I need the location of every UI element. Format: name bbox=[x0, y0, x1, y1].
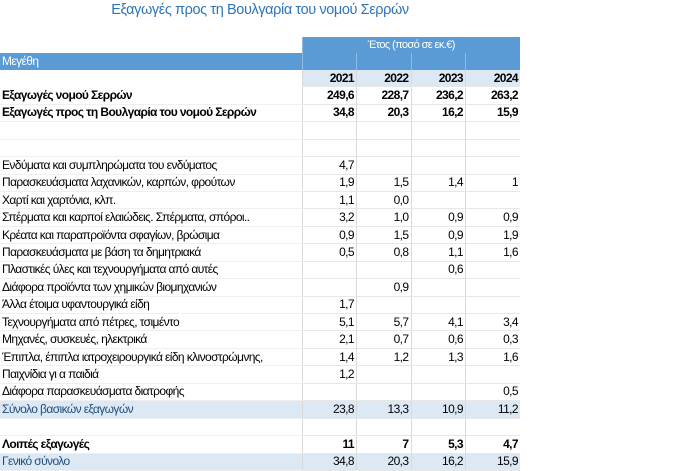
value-cell: 0,0 bbox=[357, 191, 412, 208]
value-cell bbox=[357, 261, 412, 278]
value-cell: 3,2 bbox=[302, 209, 357, 226]
value-cell: 0,9 bbox=[411, 226, 466, 243]
value-cell: 0,9 bbox=[466, 209, 521, 226]
value-cell: 1,2 bbox=[357, 348, 412, 365]
value-cell: 1,3 bbox=[411, 348, 466, 365]
value-cell: 1,6 bbox=[466, 244, 521, 261]
table-row bbox=[0, 314, 520, 331]
value-cell: 4,1 bbox=[411, 314, 466, 331]
years-label-blank bbox=[0, 70, 302, 87]
value-cell bbox=[411, 122, 466, 139]
row-label: Έπιπλα, έπιπλα ιατροχειρουργικά είδη κλινοστρώμνης, bbox=[0, 348, 302, 365]
row-label: Διάφορα παρασκευάσματα διατροφής bbox=[0, 383, 302, 400]
spreadsheet bbox=[0, 37, 520, 471]
value-cell: 13,3 bbox=[357, 401, 412, 418]
value-cell bbox=[466, 366, 521, 383]
table-row bbox=[0, 261, 520, 278]
value-cell: 0,9 bbox=[357, 279, 412, 296]
value-cell: 1,1 bbox=[302, 191, 357, 208]
value-cell bbox=[466, 296, 521, 313]
value-cell: 10,9 bbox=[411, 401, 466, 418]
exports-table bbox=[0, 37, 520, 471]
header-cell bbox=[302, 53, 357, 69]
table-row bbox=[0, 104, 520, 121]
table-row bbox=[0, 453, 520, 470]
value-cell bbox=[466, 139, 521, 156]
value-cell: 16,2 bbox=[411, 104, 466, 121]
value-cell: 1,9 bbox=[302, 174, 357, 191]
row-label bbox=[0, 139, 302, 156]
value-cell: 1,0 bbox=[357, 209, 412, 226]
table-row bbox=[0, 87, 520, 104]
value-cell bbox=[302, 279, 357, 296]
value-cell bbox=[302, 383, 357, 400]
unit-label: Έτος (ποσό σε εκ.€) bbox=[302, 37, 520, 53]
row-label: Διάφορα προϊόντα των χημικών βιομηχανιών bbox=[0, 279, 302, 296]
value-cell bbox=[357, 383, 412, 400]
value-cell bbox=[466, 122, 521, 139]
row-label: Γενικό σύνολο bbox=[0, 453, 302, 470]
value-cell bbox=[411, 139, 466, 156]
row-label: Λοιπές εξαγωγές bbox=[0, 436, 302, 453]
value-cell bbox=[466, 279, 521, 296]
row-label: Παρασκευάσματα λαχανικών, καρπών, φρούτων bbox=[0, 174, 302, 191]
value-cell bbox=[357, 418, 412, 435]
row-label: Μηχανές, συσκευές, ηλεκτρικά bbox=[0, 331, 302, 348]
table-row bbox=[0, 401, 520, 418]
value-cell: 228,7 bbox=[357, 87, 412, 104]
value-cell: 236,2 bbox=[411, 87, 466, 104]
row-label: Άλλα έτοιμα υφαντουργικά είδη bbox=[0, 296, 302, 313]
value-cell: 23,8 bbox=[302, 401, 357, 418]
table-row bbox=[0, 348, 520, 365]
value-cell: 1,5 bbox=[357, 174, 412, 191]
value-cell bbox=[357, 366, 412, 383]
value-cell bbox=[411, 279, 466, 296]
header-cell bbox=[411, 53, 466, 69]
value-cell: 11,2 bbox=[466, 401, 521, 418]
value-cell: 1,4 bbox=[302, 348, 357, 365]
header-row-unit bbox=[0, 37, 520, 53]
value-cell bbox=[411, 383, 466, 400]
value-cell: 16,2 bbox=[411, 453, 466, 470]
value-cell: 5,7 bbox=[357, 314, 412, 331]
year-2023: 2023 bbox=[411, 70, 466, 87]
value-cell: 34,8 bbox=[302, 104, 357, 121]
value-cell: 0,7 bbox=[357, 331, 412, 348]
value-cell: 3,4 bbox=[466, 314, 521, 331]
value-cell bbox=[411, 296, 466, 313]
value-cell: 1,4 bbox=[411, 174, 466, 191]
row-label: Πλαστικές ύλες και τεχνουργήματα από αυτές bbox=[0, 261, 302, 278]
value-cell: 0,6 bbox=[411, 261, 466, 278]
table-row bbox=[0, 191, 520, 208]
value-cell: 1,7 bbox=[302, 296, 357, 313]
value-cell bbox=[411, 366, 466, 383]
row-label: Ενδύματα και συμπληρώματα του ενδύματος bbox=[0, 157, 302, 174]
value-cell: 1,2 bbox=[302, 366, 357, 383]
header-blank bbox=[0, 37, 302, 53]
row-label: Εξαγωγές νομού Σερρών bbox=[0, 87, 302, 104]
value-cell: 0,3 bbox=[466, 331, 521, 348]
value-cell: 249,6 bbox=[302, 87, 357, 104]
value-cell: 34,8 bbox=[302, 453, 357, 470]
table-row bbox=[0, 383, 520, 400]
value-cell: 4,7 bbox=[302, 157, 357, 174]
value-cell: 263,2 bbox=[466, 87, 521, 104]
value-cell bbox=[466, 418, 521, 435]
table-row bbox=[0, 279, 520, 296]
value-cell bbox=[357, 122, 412, 139]
value-cell: 1,9 bbox=[466, 226, 521, 243]
value-cell: 1 bbox=[466, 174, 521, 191]
value-cell: 15,9 bbox=[466, 104, 521, 121]
row-label: Παρασκευάσματα με βάση τα δημητριακά bbox=[0, 244, 302, 261]
row-label: Σύνολο βασικών εξαγωγών bbox=[0, 401, 302, 418]
table-row bbox=[0, 122, 520, 139]
value-cell bbox=[411, 157, 466, 174]
table-row bbox=[0, 139, 520, 156]
row-label: Παιχνίδια γι α παιδιά bbox=[0, 366, 302, 383]
table-row bbox=[0, 209, 520, 226]
value-cell: 7 bbox=[357, 436, 412, 453]
value-cell: 15,9 bbox=[466, 453, 521, 470]
value-cell: 0,9 bbox=[302, 226, 357, 243]
value-cell bbox=[411, 191, 466, 208]
size-label: Μεγέθη bbox=[0, 53, 302, 69]
year-2021: 2021 bbox=[302, 70, 357, 87]
value-cell: 0,5 bbox=[466, 383, 521, 400]
row-label: Σπέρματα και καρποί ελαιώδεις. Σπέρματα, σπόροι.. bbox=[0, 209, 302, 226]
value-cell bbox=[302, 122, 357, 139]
table-row bbox=[0, 366, 520, 383]
value-cell: 4,7 bbox=[466, 436, 521, 453]
value-cell bbox=[302, 139, 357, 156]
value-cell bbox=[302, 261, 357, 278]
value-cell: 5,1 bbox=[302, 314, 357, 331]
row-label: Χαρτί και χαρτόνια, κλπ. bbox=[0, 191, 302, 208]
row-label bbox=[0, 418, 302, 435]
table-row bbox=[0, 418, 520, 435]
page-title: Εξαγωγές προς τη Βουλγαρία του νομού Σερρών bbox=[111, 2, 409, 18]
year-2024: 2024 bbox=[466, 70, 521, 87]
value-cell: 5,3 bbox=[411, 436, 466, 453]
value-cell: 20,3 bbox=[357, 104, 412, 121]
value-cell: 0,8 bbox=[357, 244, 412, 261]
row-label: Κρέατα και παραπροϊόντα σφαγίων, βρώσιμα bbox=[0, 226, 302, 243]
table-row bbox=[0, 296, 520, 313]
table-row bbox=[0, 226, 520, 243]
value-cell bbox=[411, 418, 466, 435]
value-cell: 1,6 bbox=[466, 348, 521, 365]
value-cell bbox=[466, 157, 521, 174]
row-label bbox=[0, 122, 302, 139]
table-row bbox=[0, 331, 520, 348]
header-cell bbox=[466, 53, 521, 69]
table-row bbox=[0, 174, 520, 191]
header-row-size bbox=[0, 53, 520, 69]
value-cell bbox=[302, 418, 357, 435]
row-label: Εξαγωγές προς τη Βουλγαρία του νομού Σερρών bbox=[0, 104, 302, 121]
value-cell bbox=[466, 261, 521, 278]
table-row bbox=[0, 157, 520, 174]
value-cell bbox=[357, 157, 412, 174]
value-cell bbox=[357, 139, 412, 156]
value-cell: 2,1 bbox=[302, 331, 357, 348]
years-row bbox=[0, 70, 520, 87]
value-cell: 0,5 bbox=[302, 244, 357, 261]
header-cell bbox=[357, 53, 412, 69]
value-cell: 11 bbox=[302, 436, 357, 453]
year-2022: 2022 bbox=[357, 70, 412, 87]
value-cell: 20,3 bbox=[357, 453, 412, 470]
table-row bbox=[0, 436, 520, 453]
value-cell bbox=[357, 296, 412, 313]
value-cell bbox=[466, 191, 521, 208]
value-cell: 1,1 bbox=[411, 244, 466, 261]
row-label: Τεχνουργήματα από πέτρες, τσιμέντο bbox=[0, 314, 302, 331]
table-row bbox=[0, 244, 520, 261]
value-cell: 0,9 bbox=[411, 209, 466, 226]
value-cell: 1,5 bbox=[357, 226, 412, 243]
value-cell: 0,6 bbox=[411, 331, 466, 348]
